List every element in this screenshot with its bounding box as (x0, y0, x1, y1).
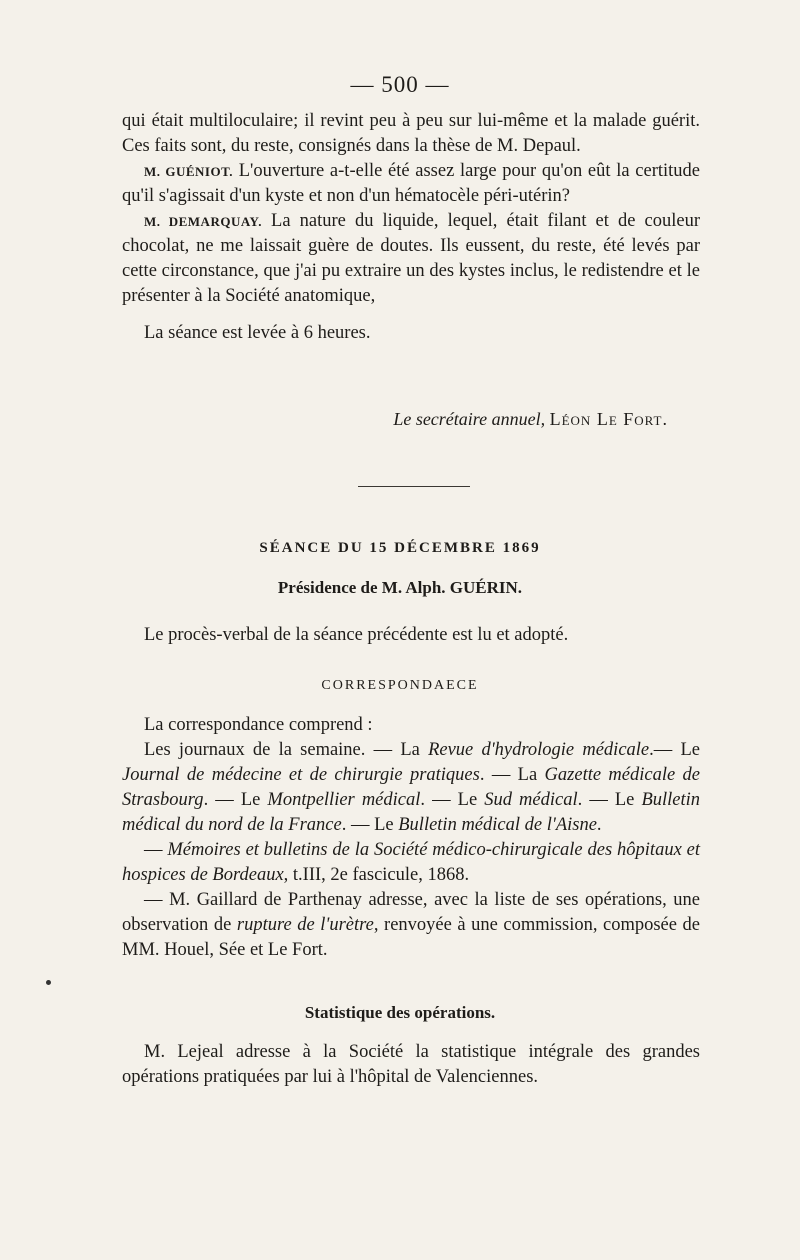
section-divider (358, 486, 470, 487)
text-run: .— Le (649, 740, 700, 760)
journal-title: Gazette médicale de Strasbourg (122, 765, 700, 810)
text-run: . — Le (203, 790, 268, 810)
text-run: . (596, 815, 602, 835)
memoires-paragraph (122, 838, 700, 888)
text-run: . — Le (420, 790, 485, 810)
seance-title: SÉANCE DU 15 DÉCEMBRE 1869 (259, 540, 541, 556)
proces-verbal-block (122, 623, 700, 648)
journaux-paragraph (122, 738, 700, 838)
text-run: , t.III, 2e fascicule, 1868. (283, 865, 470, 885)
lejeal-paragraph: M. Lejeal adresse à la Société la statistique intégrale des grandes opérations pratiquées par lui à l'hôpital de Valenciennes. (122, 1042, 700, 1087)
text-run: . — Le (577, 790, 642, 810)
signature-role: Le secrétaire annuel, (393, 409, 546, 429)
gaillard-paragraph (122, 888, 700, 963)
presidence-line: Présidence de M. Alph. GUÉRIN. (277, 578, 523, 597)
speaker-demarquay: M. DEMARQUAY. (144, 214, 262, 229)
correspondance-block (122, 713, 700, 963)
journal-title: Journal de médecine et de chirurgie pratiques (122, 765, 480, 785)
journal-title: Bulletin médical du nord de la France (122, 790, 701, 835)
statistique-block (122, 1040, 700, 1090)
speaker-gueniot: M. GUÉNIOT. (144, 164, 234, 179)
signature (393, 409, 668, 430)
proces-verbal: Le procès-verbal de la séance précédente est lu et adopté. (144, 625, 569, 645)
margin-dot (46, 980, 51, 985)
correspondance-heading: CORRESPONDAECE (321, 678, 479, 693)
text-run: . — Le (341, 815, 399, 835)
text-run: . — La (479, 765, 545, 785)
correspondance-intro: La correspondance comprend : (144, 715, 373, 735)
statistique-heading: Statistique des opérations. (304, 1003, 496, 1022)
text-run: — M. Gaillard de Parthenay adresse, avec la liste de ses opérations, une observation de (122, 890, 700, 935)
text-run: — (144, 840, 168, 860)
text-run: Les journaux de la semaine. — La (144, 740, 429, 760)
rupture-text: rupture de l'urètre (236, 915, 374, 935)
closing-line: La séance est levée à 6 heures. (144, 323, 371, 343)
page-number: — 500 — (350, 72, 450, 97)
signature-name: Léon Le Fort. (549, 409, 668, 429)
text-run: , renvoyée à une commission, composée de MM. Houel, Sée et Le Fort. (122, 915, 700, 960)
journal-title: Montpellier médical (267, 790, 421, 810)
paragraph-demarquay (122, 209, 700, 309)
memoires-title: Mémoires et bulletins de la Société médico-chirurgicale des hôpitaux et hospices de Bordeaux (122, 840, 701, 885)
discussion-block (122, 109, 700, 346)
gueniot-text: L'ouverture a-t-elle été assez large pour qu'on eût la certitude qu'il s'agissait d'un kyste et non d'un hématocèle péri-utérin? (122, 161, 700, 206)
journal-title: Bulletin médical de l'Aisne (398, 815, 597, 835)
paragraph-gueniot (122, 159, 700, 209)
demarquay-text: La nature du liquide, lequel, était filant et de couleur chocolat, ne me laissait guère de doutes. Ils eussent, du reste, été levés par cette circonstance, que j'ai pu extraire un des kystes inclus, le redistendre et le présenter à la Société anatomique, (122, 211, 700, 306)
paragraph-continuation: qui était multiloculaire; il revint peu à peu sur lui-même et la malade guérit. Ces faits sont, du reste, consignés dans la thèse de M. Depaul. (122, 111, 700, 156)
journal-title: Revue d'hydrologie médicale (428, 740, 650, 760)
journal-title: Sud médical (484, 790, 578, 810)
